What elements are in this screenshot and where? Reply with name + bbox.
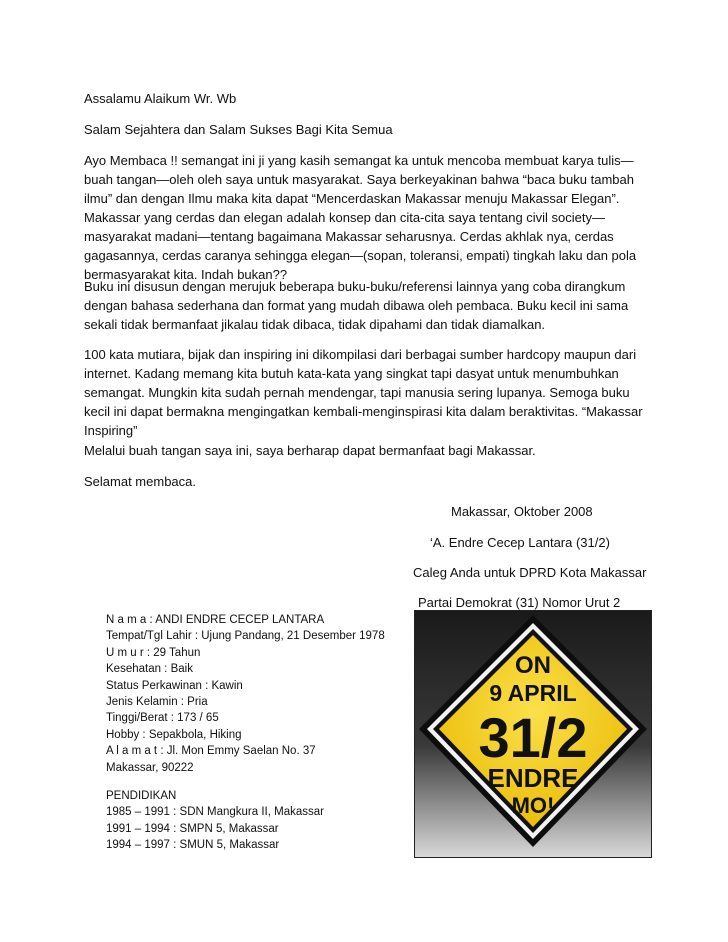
education-entry: 1991 – 1994 : SMPN 5, Makassar xyxy=(106,822,279,835)
profile-name: N a m a : ANDI ENDRE CECEP LANTARA xyxy=(106,614,325,626)
education-heading: PENDIDIKAN xyxy=(106,790,177,802)
profile-block xyxy=(106,612,406,776)
paragraph-hope: Melalui buah tangan saya ini, saya berharap dapat bermanfaat bagi Makassar. xyxy=(84,443,536,458)
profile-birth: Tempat/Tgl Lahir : Ujung Pandang, 21 Desember 1978 xyxy=(106,630,385,643)
closing: Selamat membaca. xyxy=(84,474,196,489)
paragraph-intro: Ayo Membaca !! semangat ini ji yang kasih semangat ka untuk mencoba membuat karya tulis—buah tangan—oleh oleh saya untuk masyarakat. Saya berkeyakinan bahwa “baca buku tambah ilmu” dan dengan Ilmu maka kita dapat “Mencerdaskan Makassar menuju Makassar Elegan”. Makassar yang cerdas dan elegan adalah konsep dan cita-cita saya tentang civil society—masyarakat madani—tentang bagaimana Makassar seharusnya. Cerdas akhlak nya, cerdas gagasannya, cerdas caranya sehingga elegan—(sopan, toleransi, empati) tingkah laku dan pola bermasyarakat kita. Indah bukan?? xyxy=(84,153,637,282)
campaign-sign-graphic xyxy=(415,611,651,857)
profile-height-weight: Tinggi/Berat : 173 / 65 xyxy=(106,712,219,725)
signature-name: ‘A. Endre Cecep Lantara (31/2) xyxy=(430,535,610,550)
paragraph-book: Buku ini disusun dengan merujuk beberapa buku-buku/referensi lainnya yang coba dirangkum dengan bahasa sederhana dan format yang mudah dibawa oleh pembaca. Buku kecil ini sama sekali tidak bermanfaat jikalau tidak dibaca, tidak dipahami dan tidak diamalkan. xyxy=(84,279,629,332)
paragraph-quotes: 100 kata mutiara, bijak dan inspiring ini dikompilasi dari berbagai sumber hardcopy maupun dari internet. Kadang memang kita butuh kata-kata yang singkat tapi dasyat untuk menumbuhkan semangat. Mungkin kita sudah pernah mendengar, tapi manusia sering lupanya. Semoga buku kecil ini dapat bermakna mengingatkan kembali-menginspirasi kita dalam beraktivitas. “Makassar Inspiring” xyxy=(84,347,643,438)
profile-health: Kesehatan : Baik xyxy=(106,663,193,676)
signature-party: Partai Demokrat (31) Nomor Urut 2 xyxy=(418,595,621,610)
salutation: Salam Sejahtera dan Salam Sukses Bagi Kita Semua xyxy=(84,122,393,137)
profile-city: Makassar, 90222 xyxy=(106,761,194,774)
sign-text-endre: ENDRE xyxy=(487,763,579,793)
profile-marital: Status Perkawinan : Kawin xyxy=(106,679,243,692)
profile-age: U m u r : 29 Tahun xyxy=(106,646,201,659)
sign-text-number: 31/2 xyxy=(478,706,588,769)
profile-address: A l a m a t : Jl. Mon Emmy Saelan No. 37 xyxy=(106,745,316,758)
profile-gender: Jenis Kelamin : Pria xyxy=(106,696,208,709)
signature-place-date: Makassar, Oktober 2008 xyxy=(451,504,593,519)
campaign-sign-image xyxy=(414,610,652,858)
signature-role: Caleg Anda untuk DPRD Kota Makassar xyxy=(413,565,647,580)
education-entry: 1985 – 1991 : SDN Mangkura II, Makassar xyxy=(106,806,324,819)
sign-text-mo: MO! xyxy=(511,793,555,818)
sign-text-on: ON xyxy=(515,652,551,679)
education-entry: 1994 – 1997 : SMUN 5, Makassar xyxy=(106,839,280,852)
education-block xyxy=(106,788,406,854)
profile-hobby: Hobby : Sepakbola, Hiking xyxy=(106,728,242,741)
sign-text-date: 9 APRIL xyxy=(489,680,577,706)
greeting: Assalamu Alaikum Wr. Wb xyxy=(84,91,237,106)
